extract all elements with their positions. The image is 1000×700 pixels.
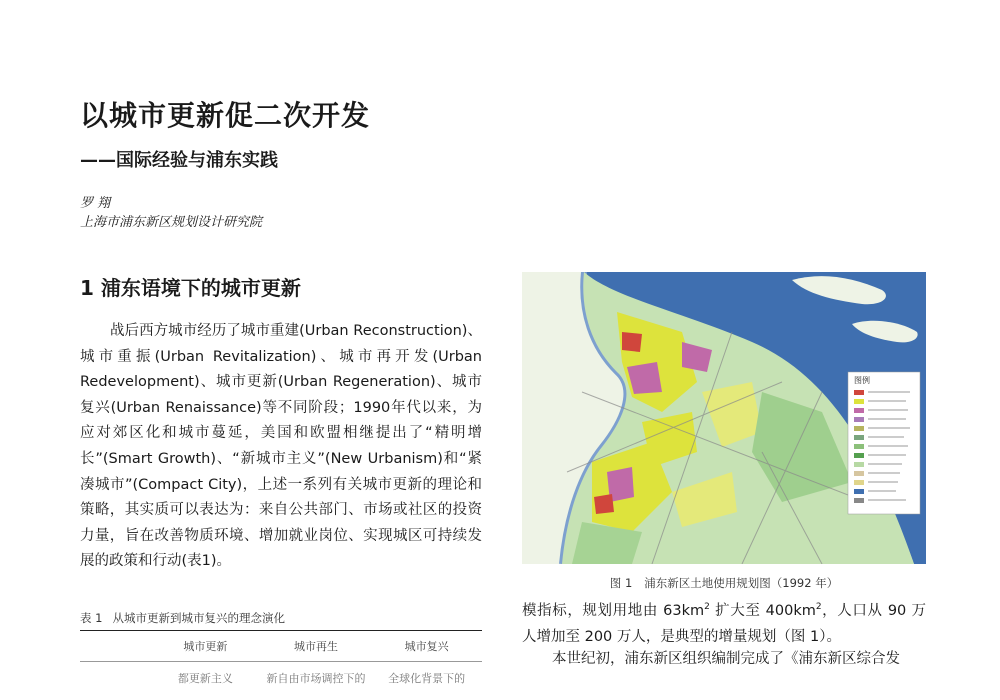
table-header-row xyxy=(80,631,482,662)
text-fragment: 模指标，规划用地由 63km xyxy=(522,602,705,619)
author-name: 罗 翔 xyxy=(80,196,111,211)
section-heading: 1 浦东语境下的城市更新 xyxy=(80,276,301,300)
table-row xyxy=(80,662,482,700)
figure-caption-text: 浦东新区土地使用规划图（1992 年） xyxy=(644,576,839,590)
figure-number: 图 1 xyxy=(609,576,633,590)
superscript: 2 xyxy=(704,602,710,612)
text-fragment: 扩大至 400km xyxy=(709,602,816,619)
figure-caption xyxy=(522,575,926,591)
body-paragraph-continued: 本世纪初，浦东新区组织编制完成了《浦东新区综合发 xyxy=(552,651,900,667)
author-affiliation: 上海市浦东新区规划设计研究院 xyxy=(80,215,263,230)
table-caption xyxy=(80,610,285,626)
text-fragment: ，人口从 90 万人增加至 200 万人，是典型的增量规划（图 1）。 xyxy=(522,602,926,645)
table-cell: 全球化背景下的 xyxy=(388,672,466,685)
body-paragraph-right xyxy=(522,594,926,650)
table-header-cell: 城市复兴 xyxy=(404,640,449,653)
table-caption-text: 从城市更新到城市复兴的理念演化 xyxy=(112,611,285,625)
article-subtitle: ——国际经验与浦东实践 xyxy=(80,150,278,171)
superscript: 2 xyxy=(815,602,822,612)
land-use-map-figure xyxy=(522,272,926,564)
map-legend-title: 图例 xyxy=(854,376,870,385)
body-paragraph: 战后西方城市经历了城市重建(Urban Reconstruction)、城市重振(Urban Revitalization)、城市再开发(Urban Redevelopment)、城市更新(Urban Regeneration)、城市复兴(Urban Renaissance)等不同阶段；1990年代以来，为应对郊区化和城市蔓延，美国和欧盟相继提出了“精明增长”(Smart Growth)、“新城市主义”(New Urbanism)和“紧凑城市”(Compact City)，上述一系列有关城市更新的理论和策略，其实质可以表达为：来自公共部门、市场或社区的投资力量，旨在改善物质环境、增加就业岗位、实现城区可持续发展的政策和行动(表1)。 xyxy=(80,323,482,570)
table-cell: 都更新主义 xyxy=(177,672,233,685)
table-header-cell: 城市再生 xyxy=(294,640,338,653)
article-title: 以城市更新促二次开发 xyxy=(80,99,371,132)
land-use-map xyxy=(522,272,926,564)
table-header-cell: 城市更新 xyxy=(183,640,228,653)
table-1 xyxy=(80,630,482,691)
table-number: 表 1 xyxy=(80,611,103,625)
table-cell: 新自由市场调控下的 xyxy=(266,672,366,685)
